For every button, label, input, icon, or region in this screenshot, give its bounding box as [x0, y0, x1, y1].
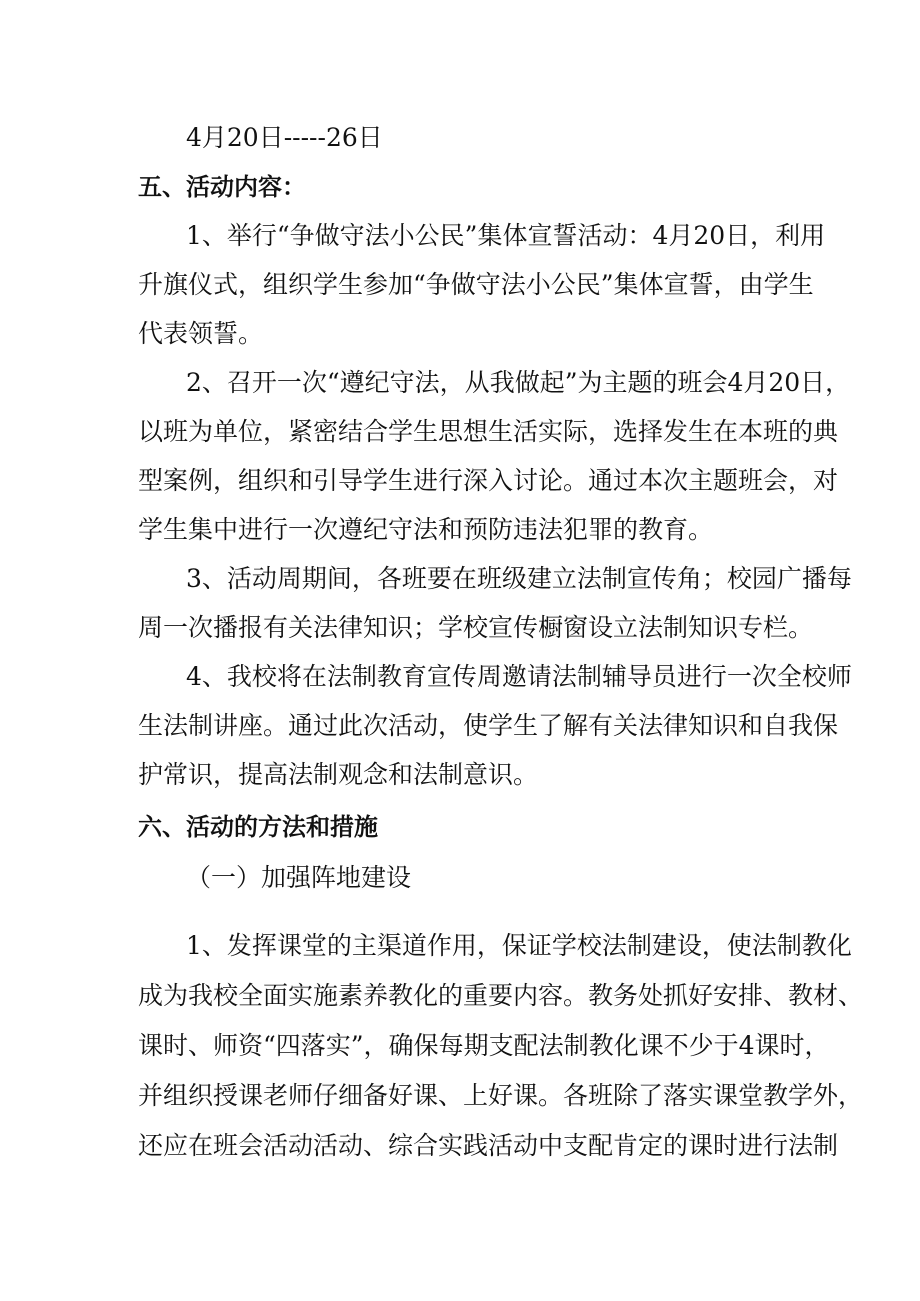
date-range: 4月20日-----26日	[186, 123, 383, 152]
paragraph-line: 4、我校将在法制教育宣传周邀请法制辅导员进行一次全校师	[186, 662, 852, 691]
paragraph-line: 以班为单位，紧密结合学生思想生活实际，选择发生在本班的典	[138, 417, 839, 446]
paragraph-line: 周一次播报有关法律知识；学校宣传橱窗设立法制知识专栏。	[138, 613, 814, 642]
paragraph-line: 型案例，组织和引导学生进行深入讨论。通过本次主题班会，对	[138, 466, 839, 495]
paragraph-line: 学生集中进行一次遵纪守法和预防违法犯罪的教育。	[138, 515, 714, 544]
paragraph-line: 代表领誓。	[138, 319, 264, 348]
paragraph-line: 2、召开一次“遵纪守法，从我做起”为主题的班会4月20日，	[186, 368, 851, 397]
paragraph-line: 成为我校全面实施素养教化的重要内容。教务处抓好安排、教材、	[138, 981, 864, 1010]
paragraph-line: 课时、师资“四落实”，确保每期支配法制教化课不少于4课时，	[138, 1031, 830, 1060]
section-six-title: 六、活动的方法和措施	[138, 813, 378, 841]
paragraph-line: 1、举行“争做守法小公民”集体宣誓活动：4月20日，利用	[186, 221, 826, 250]
paragraph-line: 生法制讲座。通过此次活动，使学生了解有关法律知识和自我保	[138, 711, 839, 740]
paragraph-line: 1、发挥课堂的主渠道作用，保证学校法制建设，使法制教化	[186, 931, 852, 960]
paragraph-line: 升旗仪式，组织学生参加“争做守法小公民”集体宣誓，由学生	[138, 270, 814, 299]
paragraph-line: 3、活动周期间，各班要在班级建立法制宣传角；校园广播每	[186, 564, 852, 593]
paragraph-line: 并组织授课老师仔细备好课、上好课。各班除了落实课堂教学外，	[138, 1081, 864, 1110]
subsection-title: （一）加强阵地建设	[186, 863, 412, 892]
paragraph-line: 护常识，提高法制观念和法制意识。	[138, 760, 539, 789]
section-five-title: 五、活动内容：	[138, 173, 306, 201]
paragraph-line: 还应在班会活动活动、综合实践活动中支配肯定的课时进行法制	[138, 1131, 839, 1160]
